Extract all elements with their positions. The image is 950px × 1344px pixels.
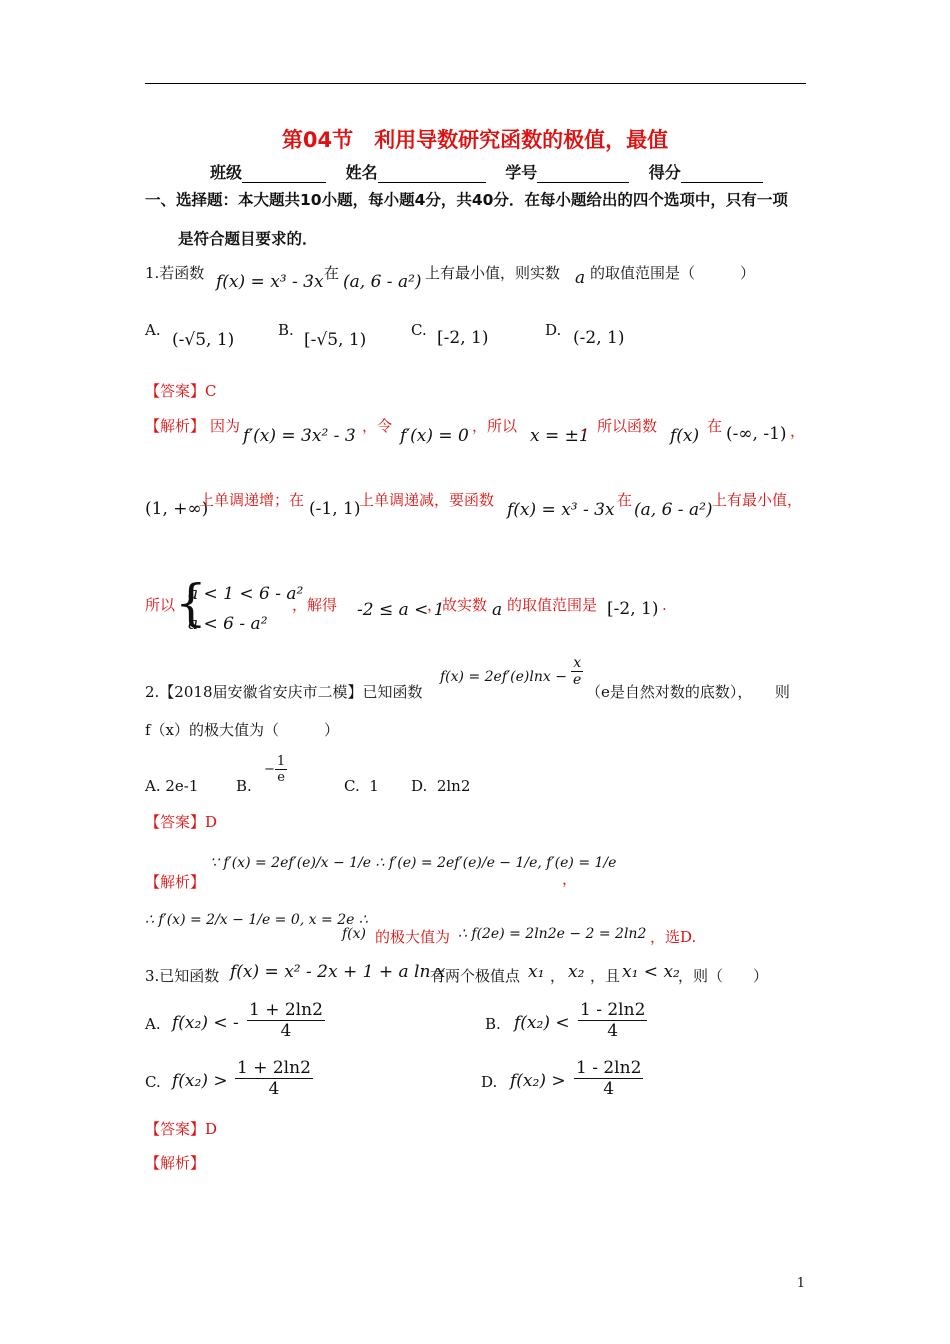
q1-interval: (a, 6 - a²) [343, 272, 422, 292]
q1-sol-comma: ， [790, 422, 806, 440]
q1-sol-eq0: f′(x) = 0 [400, 426, 469, 446]
q1-option-a[interactable]: (-√5, 1) [172, 330, 235, 350]
q3-comma: ， [550, 967, 566, 985]
q3-analysis-label: 【解析】 [145, 1154, 206, 1172]
q2-sol-max-value: ∴ f(2e) = 2ln2e − 2 = 2ln2 [458, 926, 647, 942]
q1-sol-final: [-2, 1) [607, 599, 659, 619]
q1-func: f(x) = x³ - 3x [216, 272, 324, 292]
q1-sol-hasmin: 上有最小值， [712, 491, 803, 509]
q1-var: a [575, 268, 586, 288]
q1-mid2: 上有最小值，则实数 [425, 264, 561, 282]
q3-post: ，则（ ） [678, 967, 769, 985]
field-name-blank[interactable] [378, 166, 486, 183]
q3-option-d-label[interactable]: D. [481, 1073, 498, 1091]
header-rule [145, 83, 806, 84]
q3-x1: x₁ [528, 962, 545, 982]
page-title: 第04节 利用导数研究函数的极值，最值 [281, 128, 669, 152]
q3-and: ，且 [590, 967, 621, 985]
field-id-label: 学号 [505, 163, 538, 182]
q2-stem-post: （e是自然对数的底数）， 则 [586, 683, 790, 701]
q2-option-c[interactable]: C. 1 [344, 777, 379, 795]
q2-stem-pre: 2.【2018届安徽省安庆市二模】已知函数 [145, 683, 423, 701]
q1-sol-a: a [492, 600, 503, 620]
q1-sol-suoyi: ，所以 [472, 417, 518, 435]
q1-sol-inc: 上单调递增；在 [199, 491, 305, 509]
field-id-blank[interactable] [537, 166, 629, 183]
q1-post: 的取值范围是（ ） [590, 264, 756, 282]
field-score-label: 得分 [648, 163, 681, 182]
field-name-label: 姓名 [345, 163, 378, 182]
q3-option-b-label[interactable]: B. [485, 1015, 501, 1033]
q2-sol-line1-comma: ， [562, 870, 578, 888]
q1-sol-zai: 在 [707, 417, 723, 435]
q1-sol-func: f(x) = x³ - 3x [507, 500, 615, 520]
q1-sol-dot: . [662, 596, 667, 614]
q1-mid1: 在 [324, 264, 340, 282]
q2-sol-fx: f(x) [342, 926, 367, 942]
q3-stem-pre: 3.已知函数 [145, 967, 220, 985]
q2-option-a[interactable]: A. 2e-1 [145, 777, 199, 795]
q1-sol-roots: x = ±1 [530, 426, 590, 446]
q1-option-c-label[interactable]: C. [411, 321, 427, 339]
q1-option-b[interactable]: [-√5, 1) [304, 330, 367, 350]
q1-option-d[interactable]: (-2, 1) [573, 328, 625, 348]
q3-option-d-lhs[interactable]: f(x₂) > [510, 1071, 566, 1091]
field-class-label: 班级 [210, 163, 243, 182]
section-heading-line2: 是符合题目要求的． [178, 230, 318, 248]
q2-stem-line2: f（x）的极大值为（ ） [145, 721, 340, 739]
q1-analysis-label: 【解析】 [145, 417, 206, 435]
q2-sol-line1: ∵ f′(x) = 2ef′(e)/x − 1/e ∴ f′(e) = 2ef′(e)/e − 1/e, f′(e) = 1/e [210, 855, 617, 871]
q1-stem: 1.若函数 [145, 264, 205, 282]
q1-sol-sys1: a < 1 < 6 - a² [188, 584, 304, 604]
page-number: 1 [796, 1276, 805, 1291]
q1-sol-deriv: f′(x) = 3x² - 3 [243, 426, 356, 446]
q1-sol-int3: (-1, 1) [309, 499, 361, 519]
q2-analysis-label: 【解析】 [145, 873, 206, 891]
q3-option-a-lhs[interactable]: f(x₂) < - [172, 1013, 239, 1033]
q3-func: f(x) = x² - 2x + 1 + a ln x [230, 962, 446, 982]
q3-option-c-frac[interactable]: $\frac{1 + 2\ln 2}{4}$ [237, 1058, 311, 1099]
q1-sol-fx: f(x) [670, 426, 700, 446]
q1-option-c[interactable]: [-2, 1) [437, 328, 489, 348]
q2-option-b-value[interactable]: − $\frac{1}{e}$ [264, 754, 286, 785]
field-score-blank[interactable] [681, 166, 763, 183]
q1-sol-suoyi3: 所以 [145, 596, 176, 614]
q3-cond: x₁ < x₂ [622, 962, 680, 982]
q1-sol-because: 因为 [210, 417, 241, 435]
q1-sol-dec: 上单调递减，要函数 [359, 491, 495, 509]
q1-option-d-label[interactable]: D. [545, 321, 562, 339]
q1-sol-ling: ，令 [362, 417, 393, 435]
q1-sol-zai2: 在 [617, 491, 633, 509]
q1-sol-range: -2 ≤ a < 1 [357, 600, 445, 620]
q2-func-left: f(x) = 2ef′(e)lnx − [440, 669, 567, 685]
q1-option-a-label[interactable]: A. [145, 321, 161, 339]
q2-option-b-label[interactable]: B. [236, 777, 252, 795]
q3-answer: 【答案】D [145, 1120, 218, 1138]
q3-option-c-label[interactable]: C. [145, 1073, 161, 1091]
q1-sol-int1: (-∞, -1) [726, 424, 787, 444]
q1-sol-jiede: ，解得 [292, 596, 338, 614]
q1-sol-gu: ，故实数 [427, 596, 488, 614]
q3-mid: 有两个极值点 [430, 967, 521, 985]
q3-option-a-label[interactable]: A. [145, 1015, 161, 1033]
q2-option-d[interactable]: D. 2ln2 [411, 777, 471, 795]
q2-answer: 【答案】D [145, 813, 218, 831]
system-brace: { [175, 574, 207, 632]
q1-sol-suoyi2: ，所以函数 [582, 417, 658, 435]
q3-option-d-frac[interactable]: $\frac{1 - 2\ln 2}{4}$ [576, 1058, 642, 1099]
student-info-fields [210, 160, 763, 183]
q1-sol-sys2: a < 6 - a² [188, 614, 268, 634]
section-heading-line1: 一、选择题：本大题共10小题，每小题4分，共40分．在每小题给出的四个选项中，只有一项 [145, 191, 788, 209]
q3-x2: x₂ [568, 962, 585, 982]
q2-func-frac: $\frac{x}{e}$ [573, 655, 582, 688]
q2-sol-max-text: 的极大值为 [375, 928, 451, 946]
q3-option-c-lhs[interactable]: f(x₂) > [172, 1071, 228, 1091]
field-class-blank[interactable] [242, 166, 326, 183]
q2-sol-line2: ∴ f′(x) = 2/x − 1/e = 0, x = 2e ∴ [145, 912, 368, 928]
q1-answer: 【答案】C [145, 382, 217, 400]
q1-sol-range-text: 的取值范围是 [507, 596, 598, 614]
q3-option-b-frac[interactable]: $\frac{1 - 2\ln 2}{4}$ [580, 1000, 646, 1041]
q3-option-b-lhs[interactable]: f(x₂) < [514, 1013, 570, 1033]
q1-option-b-label[interactable]: B. [278, 321, 294, 339]
q2-sol-choice: ，选D. [650, 928, 697, 946]
q3-option-a-frac[interactable]: $\frac{1 + 2\ln 2}{4}$ [249, 1000, 323, 1041]
q1-sol-interval: (a, 6 - a²) [634, 500, 713, 520]
q1-sol-int2: (1, +∞) [145, 499, 209, 519]
